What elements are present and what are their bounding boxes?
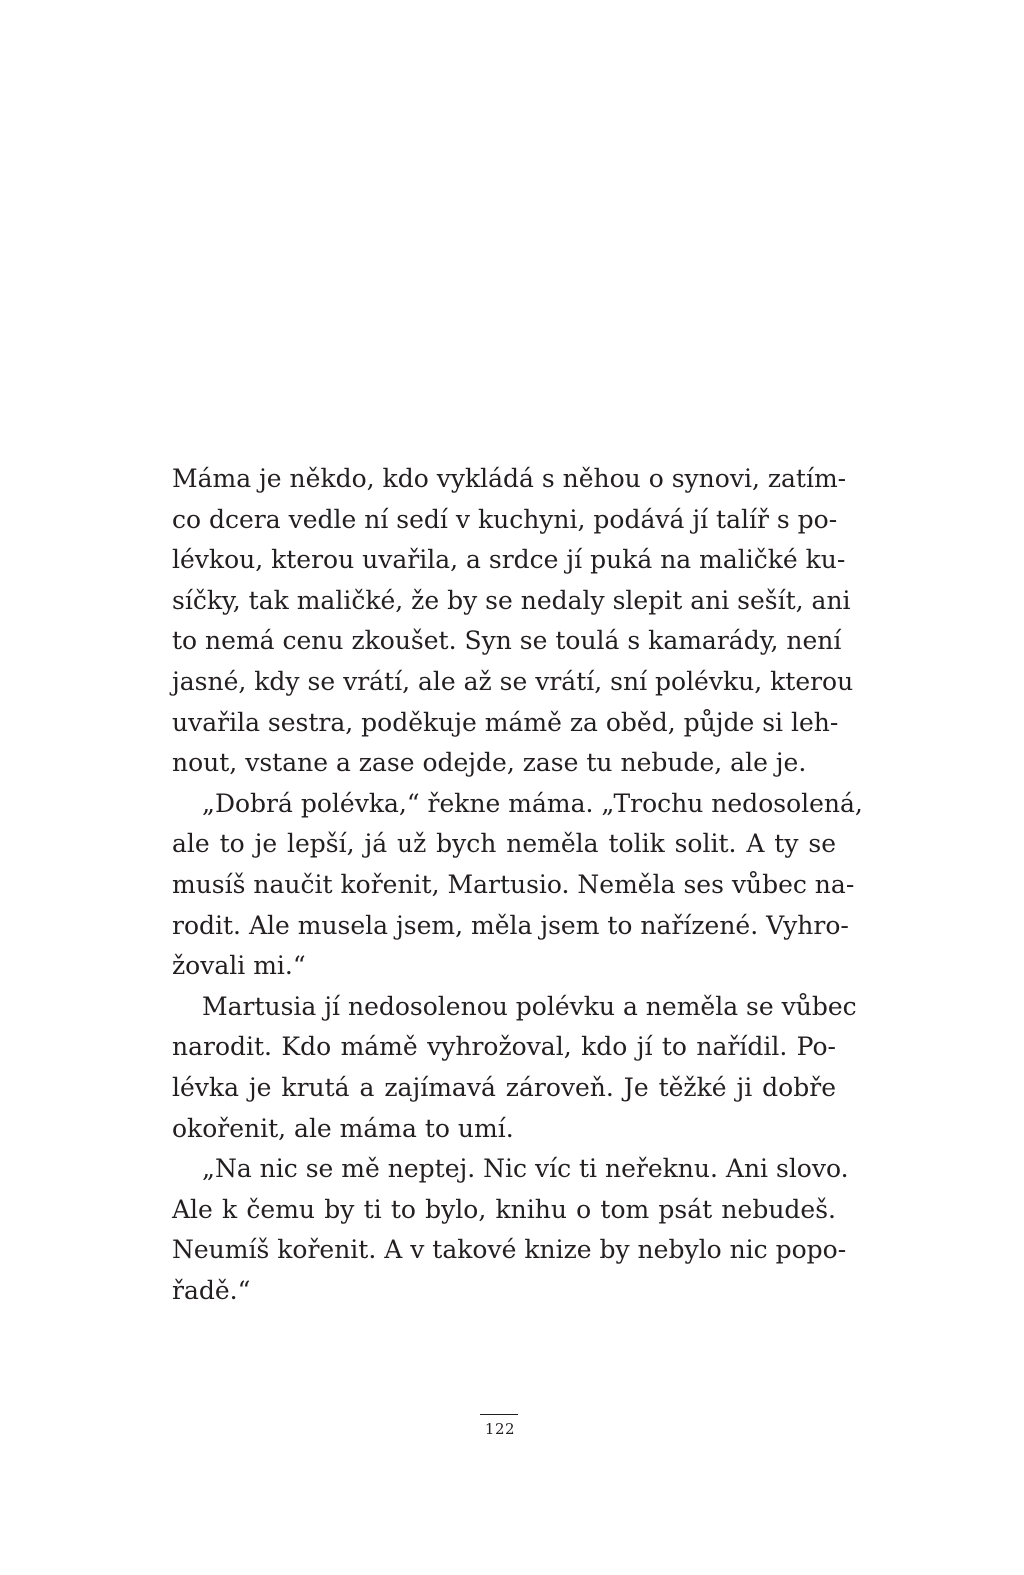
text-line: „Na nic se mě neptej. Nic víc ti neřeknu. Ani slovo. [202,1154,849,1184]
text-line: musíš naučit kořenit, Martusio. Neměla ses vůbec na- [172,869,855,899]
text-line: rodit. Ale musela jsem, měla jsem to nařízené. Vyhro- [172,910,849,940]
text-line: Neumíš kořenit. A v takové knize by nebylo nic popo- [172,1235,847,1265]
text-line: narodit. Kdo mámě vyhrožoval, kdo jí to nařídil. Po- [172,1032,836,1062]
text-line: Ale k čemu by ti to bylo, knihu o tom psát nebudeš. [172,1194,836,1224]
text-line: okořenit, ale máma to umí. [172,1113,514,1143]
text-line: uvařila sestra, poděkuje mámě za oběd, půjde si leh- [172,707,839,737]
text-line: nout, vstane a zase odejde, zase tu nebude, ale je. [172,748,807,778]
text-line: lévka je krutá a zajímavá zároveň. Je těžké ji dobře [172,1072,836,1102]
text-line: Martusia jí nedosolenou polévku a neměla se vůbec [202,991,857,1021]
text-line: lévkou, kterou uvařila, a srdce jí puká na maličké ku- [172,545,846,575]
paragraph [172,987,857,1149]
text-line: Máma je někdo, kdo vykládá s něhou o synovi, zatím- [172,464,847,493]
text-line: ale to je lepší, já už bych neměla tolik solit. A ty se [172,829,836,859]
page-number: 122 [484,1420,516,1438]
body-text [172,459,863,1311]
text-line: jasné, kdy se vrátí, ale až se vrátí, sní polévku, kterou [172,666,854,696]
text-line: co dcera vedle ní sedí v kuchyni, podává jí talíř s po- [172,504,838,534]
text-line: řadě.“ [172,1275,251,1305]
folio-rule [480,1414,518,1415]
paragraph [172,459,854,784]
text-line: to nemá cenu zkoušet. Syn se toulá s kamarády, není [172,626,842,656]
text-line: žovali mi.“ [172,951,306,981]
paragraph [172,1149,849,1311]
text-line: „Dobrá polévka,“ řekne máma. „Trochu nedosolená, [202,788,863,818]
paragraph [172,784,863,987]
text-line: síčky, tak maličké, že by se nedaly slepit ani sešít, ani [172,585,851,615]
